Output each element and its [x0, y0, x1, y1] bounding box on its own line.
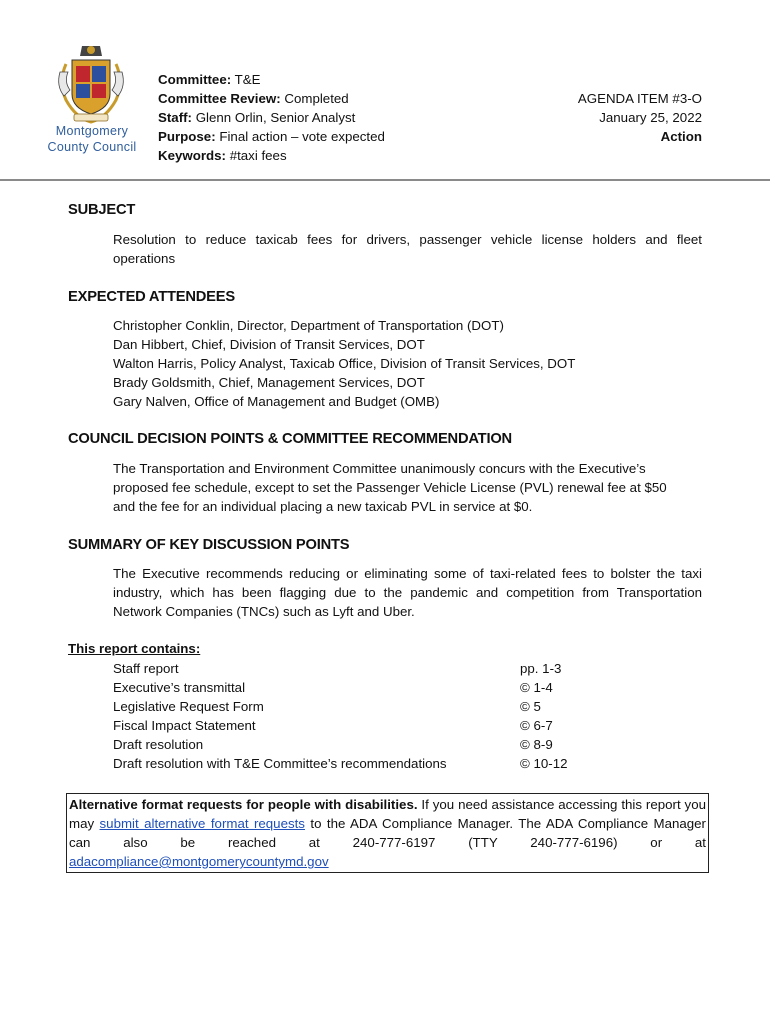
staff-row — [158, 108, 385, 127]
attendee-item: Brady Goldsmith, Chief, Management Services, DOT — [113, 375, 425, 390]
staff-value: Glenn Orlin, Senior Analyst — [195, 110, 356, 125]
subject-line: operations — [113, 251, 176, 266]
list-item — [113, 678, 593, 697]
alternative-format-request-link[interactable]: submit alternative format requests — [99, 816, 305, 831]
attendees-list — [113, 316, 702, 411]
report-doc: Draft resolution with T&E Committee’s recommendations — [113, 756, 447, 771]
list-item — [113, 735, 593, 754]
report-pages: © 8-9 — [520, 737, 553, 752]
report-doc: Staff report — [113, 661, 179, 676]
summary-line: industry, which has been flagging due to the pandemic and competition from Transportation — [113, 585, 702, 600]
committee-meta — [158, 70, 385, 165]
subject-text — [113, 230, 702, 268]
report-doc: Fiscal Impact Statement — [113, 718, 256, 733]
report-pages: © 6-7 — [520, 718, 553, 733]
subject-line: Resolution to reduce taxicab fees for drivers, passenger vehicle license holders and fleet — [113, 232, 702, 247]
attendee-item: Christopher Conklin, Director, Department of Transportation (DOT) — [113, 318, 504, 333]
council-name-line-2: County Council — [47, 140, 137, 154]
review-value: Completed — [284, 91, 349, 106]
council-name — [40, 123, 144, 155]
agenda-item: AGENDA ITEM #3-O — [577, 91, 702, 106]
attendees-heading: EXPECTED ATTENDEES — [68, 289, 235, 305]
summary-heading: SUMMARY OF KEY DISCUSSION POINTS — [68, 537, 350, 553]
report-pages: pp. 1-3 — [520, 661, 562, 676]
header-divider — [0, 179, 770, 181]
summary-line: Network Companies (TNCs) such as Lyft and Uber. — [113, 604, 415, 619]
attendee-item: Gary Nalven, Office of Management and Budget (OMB) — [113, 394, 440, 409]
purpose-value: Final action – vote expected — [219, 129, 385, 144]
council-name-line-1: Montgomery — [55, 124, 129, 138]
list-item — [113, 716, 593, 735]
report-doc: Draft resolution — [113, 737, 204, 752]
county-seal-logo — [52, 42, 130, 126]
list-item — [113, 659, 593, 678]
keywords-value: #taxi fees — [229, 148, 287, 163]
purpose-label: Purpose: — [158, 129, 216, 144]
summary-line: The Executive recommends reducing or eliminating some of taxi-related fees to bolster the taxi — [113, 566, 702, 581]
keywords-row — [158, 146, 385, 165]
report-contents-heading: This report contains: — [68, 641, 201, 656]
committee-row — [158, 70, 385, 89]
attendee-item: Walton Harris, Policy Analyst, Taxicab Office, Division of Transit Services, DOT — [113, 356, 576, 371]
keywords-label: Keywords: — [158, 148, 226, 163]
notice-text-1: If you need assistance accessing this report you may — [69, 797, 706, 831]
report-doc: Legislative Request Form — [113, 699, 264, 714]
agenda-action: Action — [660, 129, 702, 144]
decision-line: and the fee for an individual placing a new taxicab PVL in service at $0. — [113, 499, 533, 514]
committee-label: Committee: — [158, 72, 232, 87]
committee-value: T&E — [234, 72, 261, 87]
subject-heading: SUBJECT — [68, 202, 136, 218]
notice-bold-lead: Alternative format requests for people with disabilities. — [69, 797, 418, 812]
report-pages: © 5 — [520, 699, 541, 714]
review-label: Committee Review: — [158, 91, 281, 106]
report-pages: © 10-12 — [520, 756, 568, 771]
decision-line: The Transportation and Environment Committee unanimously concurs with the Executive’s — [113, 461, 646, 476]
report-contents-list — [113, 659, 593, 773]
report-pages: © 1-4 — [520, 680, 553, 695]
ada-email-link[interactable]: adacompliance@montgomerycountymd.gov — [69, 854, 329, 869]
agenda-info — [578, 89, 702, 146]
accessibility-notice — [66, 793, 709, 873]
report-doc: Executive’s transmittal — [113, 680, 246, 695]
decision-heading: COUNCIL DECISION POINTS & COMMITTEE RECOMMENDATION — [68, 431, 512, 447]
staff-label: Staff: — [158, 110, 192, 125]
list-item — [113, 754, 593, 773]
review-row — [158, 89, 385, 108]
list-item — [113, 697, 593, 716]
summary-text — [113, 564, 702, 621]
notice-text-2: to the ADA Compliance Manager. The ADA Compliance Manager can also be reached at 240-777-6197 (TTY 240-777-6196) or at — [69, 816, 706, 850]
purpose-row — [158, 127, 385, 146]
agenda-date: January 25, 2022 — [599, 110, 702, 125]
decision-line: proposed fee schedule, except to set the Passenger Vehicle License (PVL) renewal fee at $50 — [113, 480, 667, 495]
decision-text — [113, 459, 702, 516]
attendee-item: Dan Hibbert, Chief, Division of Transit Services, DOT — [113, 337, 425, 352]
